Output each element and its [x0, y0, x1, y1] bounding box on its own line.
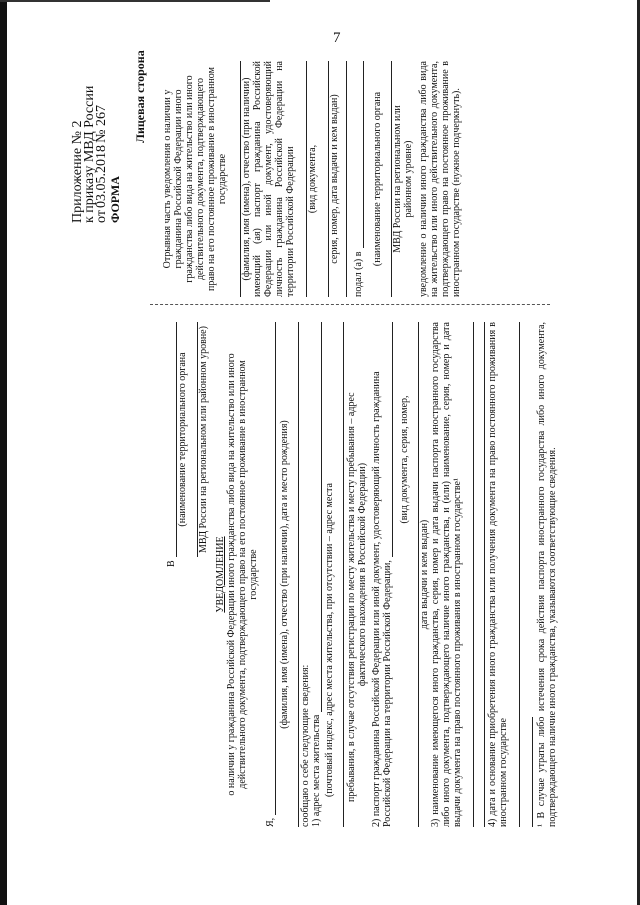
form-label: ФОРМА: [108, 176, 122, 223]
item4-text: 4) дата и основание приобретения иного гражданства или получения документа на право постоянного проживания в иностранном государстве: [487, 322, 509, 827]
to-caption2: МВД России на региональном или районном уровне): [198, 326, 209, 553]
tear-off-divider: [340, 61, 347, 297]
order-label: к приказу МВД России: [82, 85, 97, 223]
item1-caption2: пребывания, в случае отсутствия регистрации по месту жительства и месту пребывания – адрес: [346, 392, 357, 802]
tear-off-doc-field[interactable]: [296, 61, 307, 297]
acquisition-field[interactable]: [509, 322, 520, 827]
date-prefix: от: [94, 210, 109, 223]
item3-text: 3) наименование имеющегося иного гражданства, серия, номер и дата выдачи паспорта иностранного государства либо иного документа, подтверждающего наличие иного гражданства, и (или) наименование, серия, номер и дата выдачи документа на право постоянного проживания в иностранном государстве¹: [430, 322, 463, 827]
item2-line2: Российской Федерации на территории Российской Федерации,: [382, 560, 393, 827]
page-number: 7: [333, 30, 341, 46]
item1-caption1: (почтовый индекс, адрес места жительства, при отсутствии – адрес места: [324, 483, 335, 797]
item1-label: 1) адрес места жительства: [311, 714, 322, 827]
address-field[interactable]: [312, 322, 322, 712]
passport-field-2[interactable]: [410, 322, 419, 827]
tear-off-doc-caption2: серия, номер, дата выдачи и кем выдан): [329, 94, 340, 264]
name-caption: (фамилия, имя (имена), отчество (при наличии), дата и место рождения): [279, 420, 290, 729]
tear-off-name-field[interactable]: [228, 61, 241, 297]
to-organ-field-2[interactable]: [188, 322, 198, 557]
tear-off-submitted-row: [353, 61, 364, 297]
notification-section: [166, 322, 558, 827]
tear-off-title: Отрывная часть уведомления о наличии у гражданина Российской Федерации иного гражданства либо вида на жительство или иного действительного документа, подтверждающего право на его постоянное проживание в иностранном государстве: [162, 67, 228, 291]
footnote: ¹ В случае утраты либо истечения срока действия паспорта иностранного государства либо иного документа, подтверждающего наличие иного гражданства, указываются соответствующие сведения.: [536, 322, 558, 827]
tear-off-cut-line: [150, 304, 550, 305]
item1-row: [311, 322, 322, 827]
tear-off-doc-field-2[interactable]: [318, 61, 329, 297]
notification-title: УВЕДОМЛЕНИЕ: [215, 536, 226, 613]
to-prefix: В: [166, 560, 177, 567]
name-field[interactable]: [266, 322, 276, 815]
order-date: [96, 105, 108, 223]
item2-line1: 2) паспорт гражданина Российской Федерации или иной документ, удостоверяющий личность гражданина: [371, 371, 382, 827]
item2-row: [382, 322, 393, 827]
tear-off-organ-field-2[interactable]: [383, 61, 392, 297]
notification-subtitle: о наличии у гражданина Российской Федерации иного гражданства либо вида на жительство или иного действительного документа, подтверждающего право на его постоянное проживание в иностранном государстве: [226, 353, 259, 796]
tear-off-passport-text: имеющий (ая) паспорт гражданина Российской Федерации или иной документ, удостоверяющий личность гражданина Российской Федерации на территории Российской Федерации: [252, 61, 296, 297]
tear-off-organ-field[interactable]: [354, 61, 364, 249]
footnote-separator: [520, 717, 533, 827]
tear-off-section: [162, 61, 462, 297]
item1-caption3: фактического нахождения в Российской Федерации): [357, 462, 368, 687]
tear-off-organ-caption2: МВД России на региональном или районном уровне): [392, 105, 414, 253]
passport-field[interactable]: [383, 322, 393, 557]
other-citizenship-field-2[interactable]: [474, 322, 485, 827]
other-citizenship-field[interactable]: [463, 322, 474, 827]
tear-off-organ-caption1: (наименование территориального органа: [372, 91, 383, 267]
to-row: [166, 322, 177, 567]
tear-off-submitted-label: подал (а) в: [353, 251, 364, 297]
item2-caption2: дата выдачи и кем выдан): [419, 519, 430, 630]
order-number: № 267: [94, 105, 109, 143]
name-field-2[interactable]: [290, 322, 299, 827]
address-field-2[interactable]: [335, 322, 344, 827]
date-value: 03.05.2018: [94, 144, 109, 208]
to-organ-field[interactable]: [167, 322, 177, 557]
report-label: сообщаю о себе следующие сведения:: [300, 664, 311, 827]
item2-caption1: (вид документа, серия, номер,: [399, 395, 410, 524]
to-caption1: (наименование территориального органа: [177, 352, 188, 527]
tear-off-notice: уведомление о наличии иного гражданства либо вида на жительство или иного действительного документа, подтверждающего право на постоянное проживание в иностранном государстве (нужное подчеркнуть).: [418, 61, 462, 297]
appendix-label: Приложение № 2: [70, 120, 85, 223]
i-prefix: Я,: [265, 817, 276, 827]
tear-off-name-caption: (фамилия, имя (имена), отчество (при наличии): [241, 77, 252, 281]
i-row: [265, 322, 276, 827]
tear-off-doc-caption1: (вид документа,: [307, 144, 318, 214]
side-label: Лицевая сторона: [133, 50, 147, 143]
